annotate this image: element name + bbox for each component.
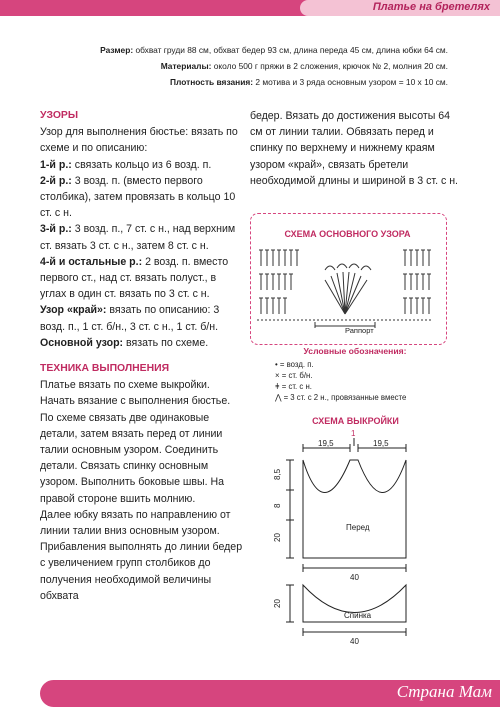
row-3-text: 3 возд. п., 7 ст. с н., над верхним ст. вязать 3 ст. с н., затем 8 ст. с н.: [40, 223, 236, 252]
watermark-logo: Страна Мам: [396, 682, 492, 701]
stitch-scheme: [255, 240, 440, 335]
legend-text-dc: = ст. с н.: [281, 382, 312, 391]
row-1-label: 1-й р.:: [40, 158, 72, 171]
technique-paragraph-2: Далее юбку вязать по направлению от линии талии вниз основным узором. Прибавления выполнять до линии бедер с увеличением групп столбиков до получения необходимой величины обхвата: [40, 508, 243, 602]
dim-width-front: 40: [350, 573, 359, 582]
legend-item-cluster: [275, 392, 455, 403]
cluster-icon: ⋀: [275, 393, 282, 402]
row-1-text: связать кольцо из 6 возд. п.: [74, 158, 212, 171]
row-4: [40, 254, 245, 303]
size-label: Размер:: [100, 45, 134, 55]
dim-top-center: 1: [351, 430, 356, 438]
density-label: Плотность вязания:: [169, 77, 254, 87]
header-bar: [0, 0, 500, 16]
row-3-label: 3-й р.:: [40, 223, 72, 236]
chain-icon: •: [275, 360, 278, 369]
edge-label: Узор «край»:: [40, 304, 107, 317]
dim-side-back: 20: [273, 599, 282, 608]
legend-text-cluster: = 3 ст. с 2 н., провязанные вместе: [283, 393, 407, 402]
sewing-pattern: [258, 430, 458, 665]
materials-text: около 500 г пряжи в 2 сложения, крючок № 2, молния 20 см.: [213, 61, 448, 71]
row-4-text: 2 возд. п. вместо первого ст., над ст. вязать полуст., в углах в один ст. вязать по 3 ст. с н.: [40, 255, 229, 301]
legend-title: Условные обозначения:: [303, 346, 407, 356]
rapport-label: Раппорт: [345, 326, 374, 335]
row-3: [40, 221, 245, 253]
front-label: Перед: [346, 523, 370, 532]
main-text: вязать по схеме.: [126, 336, 209, 349]
patterns-heading: УЗОРЫ: [40, 110, 79, 121]
pattern-title: СХЕМА ВЫКРОЙКИ: [312, 416, 399, 426]
header-label: [300, 0, 500, 16]
row-2-text: 3 возд. п. (вместо первого столбика), затем провязать в кольцо 10 ст. с н.: [40, 174, 236, 220]
row-1: [40, 157, 245, 173]
row-2: [40, 173, 245, 222]
dim-width-back: 40: [350, 637, 359, 646]
legend-text-sc: = ст. б/н.: [281, 371, 313, 380]
right-column: [250, 108, 460, 189]
dim-side-top: 8,5: [273, 468, 282, 480]
dim-top-left: 19,5: [318, 439, 334, 448]
technique-heading: ТЕХНИКА ВЫПОЛНЕНИЯ: [40, 363, 170, 375]
specs-density: [28, 74, 448, 90]
main-label: Основной узор:: [40, 336, 124, 349]
patterns-intro: Узор для выполнения бюстье: вязать по схеме и по описанию:: [40, 126, 238, 155]
front-piece: [303, 460, 406, 558]
page-title: Платье на бретелях: [372, 1, 490, 13]
back-label: Спинка: [344, 611, 372, 620]
specs-materials: [28, 58, 448, 74]
stitch-row-mid: [259, 274, 431, 290]
dc-icon: ǂ: [275, 382, 280, 391]
continued-text: бедер. Вязать до достижения высоты 64 см от линии талии. Обвязать перед и спинку по верхнему и нижнему краям узором «край», связать бретели необходимой длины и шириной в 3 ст. с н.: [250, 110, 458, 187]
row-4-label: 4-й и остальные р.:: [40, 255, 143, 268]
legend-item-chain: [275, 359, 455, 370]
materials-label: Материалы:: [160, 61, 212, 71]
edge-pattern: [40, 302, 245, 334]
row-2-label: 2-й р.:: [40, 174, 72, 187]
dim-side-front: 20: [273, 533, 282, 542]
legend: [255, 346, 455, 403]
edge-text: вязать по описанию: 3 возд. п., 1 ст. б/н., 3 ст. с н., 1 ст. б/н.: [40, 304, 220, 333]
stitch-row-top: [259, 250, 431, 266]
fan-motif: [325, 264, 371, 314]
specs-size: [28, 42, 448, 58]
legend-item-dc: [275, 381, 455, 392]
specs-block: [28, 42, 448, 90]
scheme-title: СХЕМА ОСНОВНОГО УЗОРА: [284, 229, 411, 239]
cross-icon: ×: [275, 371, 280, 380]
main-pattern: [40, 335, 245, 351]
dim-top-right: 19,5: [373, 439, 389, 448]
technique-paragraph-1: Платье вязать по схеме выкройки. Начать вязание с выполнения бюстье. По схеме связать две одинаковые детали, затем вязать перед от линии талии основным узором. Соединить детали. Связать спинку основным узором. Выполнить боковые швы. На правой стороне вшить молнию.: [40, 379, 231, 505]
left-column: [40, 108, 245, 604]
legend-text-chain: = возд. п.: [279, 360, 314, 369]
legend-item-sc: [275, 370, 455, 381]
size-text: обхват груди 88 см, обхват бедер 93 см, длина переда 45 см, длина юбки 64 см.: [135, 45, 448, 55]
dim-side-mid: 8: [273, 503, 282, 508]
density-text: 2 мотива и 3 ряда основным узором = 10 х 10 см.: [255, 77, 448, 87]
